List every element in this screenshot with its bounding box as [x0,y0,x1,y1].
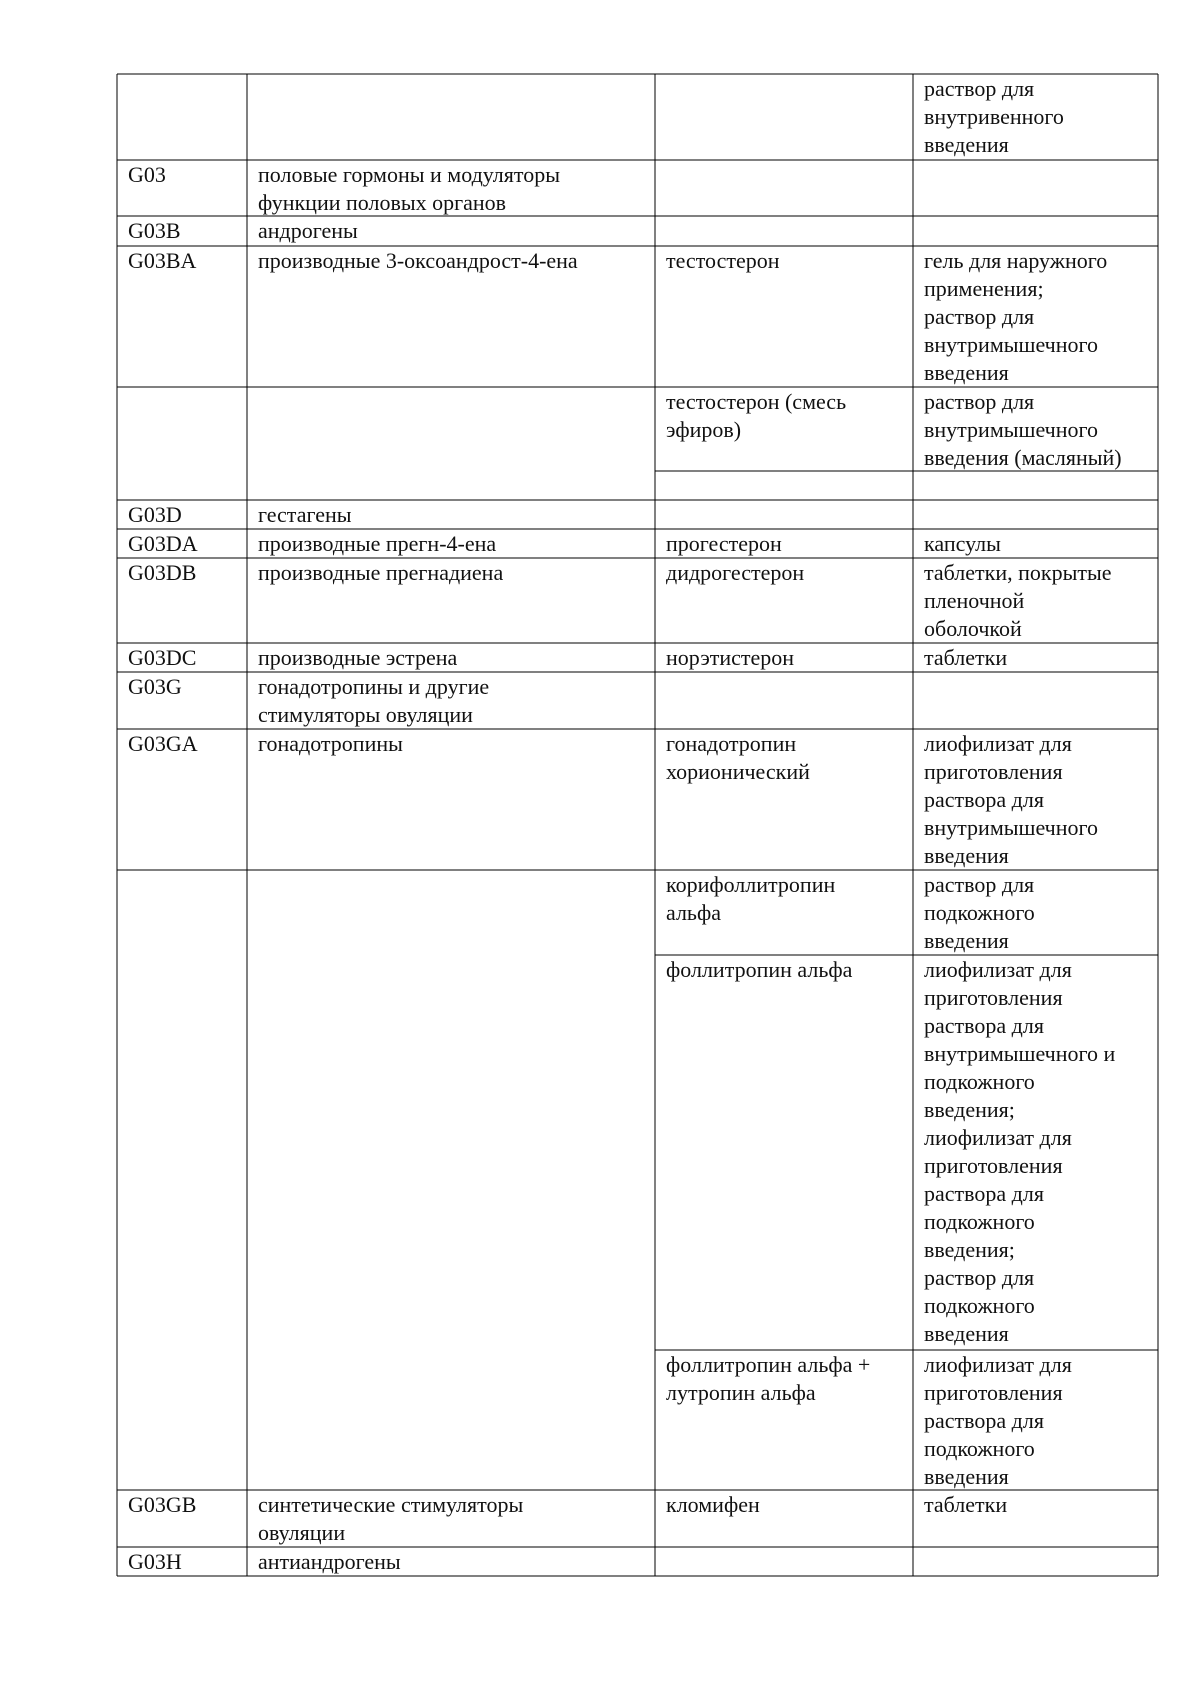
cell-code: G03B [128,218,181,243]
cell-code: G03GB [128,1492,197,1517]
cell-group: гонадотропины и другие стимуляторы овуляции [258,674,490,727]
cell-form: таблетки [924,1492,1008,1517]
cell-group: антиандрогены [258,1549,401,1574]
cell-form: таблетки [924,645,1008,670]
cell-drug: дидрогестерон [666,560,805,585]
cell-group: андрогены [258,218,358,243]
cell-drug: норэтистерон [666,645,795,670]
cell-form: раствор для внутривенного введения [924,76,1064,157]
cell-form: лиофилизат для приготовления раствора для внутримышечного и подкожного введения; лиофилизат для приготовления раствора для подкожного введения; раствор для подкожного введения [924,957,1116,1346]
cell-code: G03GA [128,731,198,756]
cell-code: G03 [128,162,166,187]
cell-group: производные 3-оксоандрост-4-ена [258,248,578,273]
cell-code: G03DA [128,531,198,556]
cell-code: G03G [128,674,182,699]
cell-code: G03DC [128,645,197,670]
cell-group: производные прегнадиена [258,560,504,585]
cell-drug: прогестерон [666,531,782,556]
cell-form: лиофилизат для приготовления раствора для внутримышечного введения [924,731,1098,868]
cell-group: синтетические стимуляторы овуляции [258,1492,524,1545]
cell-drug: фоллитропин альфа + лутропин альфа [666,1352,871,1405]
cell-drug: корифоллитропин альфа [666,872,836,925]
cell-form: таблетки, покрытые пленочной оболочкой [924,560,1112,641]
cell-drug: гонадотропин хорионический [666,731,810,784]
cell-code: G03D [128,502,182,527]
cell-group: половые гормоны и модуляторы функции половых органов [258,162,561,215]
cell-drug: кломифен [666,1492,760,1517]
cell-code: G03H [128,1549,182,1574]
cell-drug: фоллитропин альфа [666,957,853,982]
cell-drug: тестостерон [666,248,780,273]
cell-form: капсулы [924,531,1001,556]
cell-form: раствор для внутримышечного введения (масляный) [924,389,1122,470]
cell-group: гестагены [258,502,352,527]
cell-code: G03DB [128,560,197,585]
cell-form: раствор для подкожного введения [924,872,1035,953]
cell-group: производные эстрена [258,645,458,670]
cell-form: гель для наружного применения; раствор для внутримышечного введения [924,248,1108,385]
cell-drug: тестостерон (смесь эфиров) [666,389,847,442]
cell-group: производные прегн-4-ена [258,531,497,556]
cell-form: лиофилизат для приготовления раствора для подкожного введения [924,1352,1072,1489]
cell-code: G03BA [128,248,197,273]
cell-group: гонадотропины [258,731,403,756]
